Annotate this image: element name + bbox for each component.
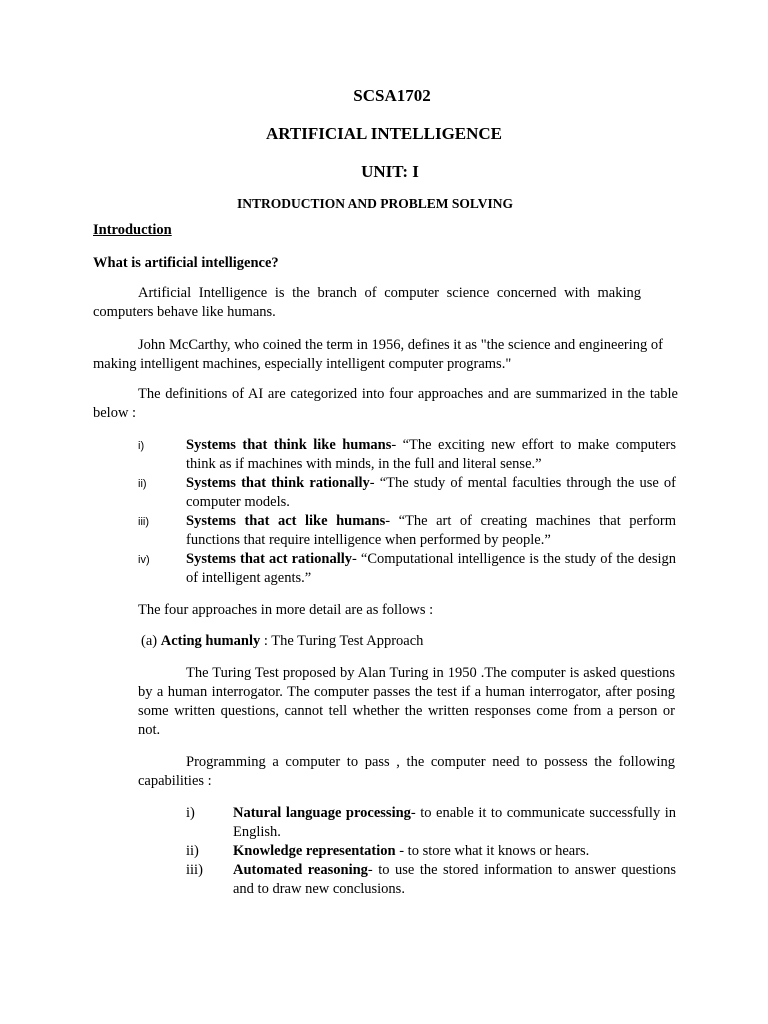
list-number: i)	[186, 805, 195, 821]
list-number: iv)	[138, 554, 150, 566]
list-item	[186, 861, 676, 899]
approach-text: - “The exciting new effort to make computers think as if machines with minds, in the full and literal sense.”	[186, 437, 676, 472]
list-number: iii)	[138, 516, 149, 528]
unit-title: UNIT: I	[361, 162, 419, 181]
intro-paragraph-3: The definitions of AI are categorized into four approaches and are summarized in the table below :	[93, 386, 678, 421]
capability-text: - to use the stored information to answer questions and to draw new conclusions.	[233, 862, 676, 897]
capabilities-list	[186, 804, 676, 899]
unit-subtitle: INTRODUCTION AND PROBLEM SOLVING	[237, 196, 513, 211]
section-title: Acting humanly	[160, 633, 261, 649]
approach-title: Systems that think like humans	[186, 437, 392, 453]
detail-intro: The four approaches in more detail are as follows :	[138, 602, 434, 618]
question-heading: What is artificial intelligence?	[93, 255, 279, 271]
capability-title: Automated reasoning	[233, 862, 368, 878]
approach-text: - “Computational intelligence is the study of the design of intelligent agents.”	[186, 551, 677, 586]
course-code: SCSA1702	[353, 86, 431, 105]
approach-title: Systems that think rationally	[186, 475, 370, 491]
section-subtitle: : The Turing Test Approach	[260, 633, 424, 649]
list-item	[138, 512, 676, 550]
list-item	[138, 474, 676, 512]
capability-title: Natural language processing	[233, 805, 411, 821]
approaches-list	[138, 436, 676, 588]
capability-text: - to store what it knows or hears.	[395, 843, 590, 859]
list-item	[186, 804, 676, 842]
section-label: (a)	[141, 633, 158, 649]
approach-title: Systems that act rationally	[186, 551, 353, 567]
list-number: iii)	[186, 862, 203, 878]
list-item	[138, 436, 676, 474]
list-number: ii)	[138, 478, 147, 490]
turing-paragraph: The Turing Test proposed by Alan Turing in 1950 .The computer is asked questions by a human interrogator. The computer passes the test if a human interrogator, after posing some written questions, cannot tell whether the written responses come from a person or not.	[138, 665, 675, 738]
capability-title: Knowledge representation	[233, 843, 396, 859]
list-number: ii)	[186, 843, 199, 859]
capability-text: - to enable it to communicate successfully in English.	[233, 805, 676, 840]
approach-text: - “The art of creating machines that perform functions that require intelligence when performed by people.”	[186, 513, 676, 548]
capabilities-intro: Programming a computer to pass , the computer need to possess the following capabilities :	[138, 754, 675, 789]
approach-text: - “The study of mental faculties through the use of computer models.	[186, 475, 676, 510]
approach-title: Systems that act like humans	[186, 513, 386, 529]
intro-paragraph-2: John McCarthy, who coined the term in 1956, defines it as "the science and engineering of making intelligent machines, especially intelligent computer programs."	[93, 337, 663, 372]
acting-humanly-heading	[141, 632, 423, 651]
intro-paragraph-1: Artificial Intelligence is the branch of computer science concerned with making computers behave like humans.	[93, 285, 641, 320]
list-number: i)	[138, 440, 145, 452]
list-item	[138, 550, 676, 588]
course-title: ARTIFICIAL INTELLIGENCE	[265, 124, 503, 143]
list-item	[186, 842, 676, 861]
section-heading-introduction: Introduction	[93, 222, 172, 238]
